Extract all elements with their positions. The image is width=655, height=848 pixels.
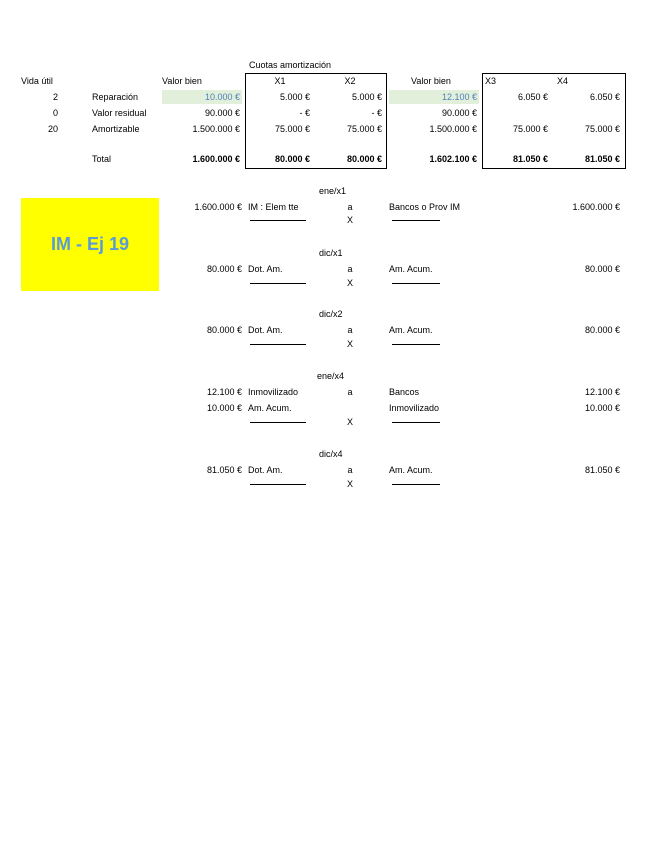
credit-account: Am. Acum. [389, 325, 433, 335]
separator-line [250, 344, 306, 345]
col-valor-bien-1: Valor bien [162, 76, 202, 86]
cell-valor-bien-1: 1.500.000 € [192, 124, 240, 134]
exercise-badge [21, 198, 159, 291]
credit-amount: 10.000 € [584, 403, 620, 413]
separator-x: X [346, 339, 353, 349]
credit-amount: 12.100 € [584, 387, 620, 397]
cell-x2: - € [371, 108, 382, 118]
col-vida-util: Vida útil [21, 76, 53, 86]
separator-line [392, 422, 440, 423]
separator-line [250, 283, 306, 284]
debit-account: Dot. Am. [248, 325, 283, 335]
a-connector: a [347, 202, 353, 212]
a-connector: a [347, 264, 353, 274]
cell-x1: 75.000 € [274, 124, 310, 134]
cell-x3: 75.000 € [512, 124, 548, 134]
cell-x1: - € [299, 108, 310, 118]
cell-valor-bien-2: 1.500.000 € [429, 124, 477, 134]
total-x2: 80.000 € [346, 154, 382, 164]
entry-date: ene/x1 [319, 186, 347, 196]
credit-account: Am. Acum. [389, 264, 433, 274]
cell-label: Valor residual [92, 108, 147, 118]
cell-valor-bien-2: 90.000 € [441, 108, 477, 118]
credit-account: Bancos [389, 387, 420, 397]
credit-amount: 1.600.000 € [572, 202, 620, 212]
cell-x1: 5.000 € [279, 92, 310, 102]
a-connector: a [347, 465, 353, 475]
total-label: Total [92, 154, 112, 164]
entry-date: dic/x4 [319, 449, 343, 459]
cell-x4: 75.000 € [584, 124, 620, 134]
debit-account: Dot. Am. [248, 264, 283, 274]
debit-amount: 81.050 € [206, 465, 242, 475]
debit-amount: 10.000 € [206, 403, 242, 413]
separator-line [250, 220, 306, 221]
cell-x3: 6.050 € [517, 92, 548, 102]
debit-account: IM : Elem tte [248, 202, 299, 212]
separator-x: X [346, 215, 353, 225]
col-x3: X3 [485, 76, 497, 86]
separator-line [250, 484, 306, 485]
col-x4: X4 [557, 76, 569, 86]
entry-date: dic/x1 [319, 248, 343, 258]
separator-line [392, 220, 440, 221]
exercise-badge-text: IM - Ej 19 [50, 234, 130, 254]
a-connector: a [347, 387, 353, 397]
col-x1: X1 [274, 76, 286, 86]
cell-valor-bien-1: 90.000 € [204, 108, 240, 118]
credit-account: Am. Acum. [389, 465, 433, 475]
debit-account: Am. Acum. [248, 403, 292, 413]
cell-vida: 0 [52, 108, 58, 118]
cell-x2: 75.000 € [346, 124, 382, 134]
separator-line [392, 344, 440, 345]
debit-account: Dot. Am. [248, 465, 283, 475]
total-x3: 81.050 € [512, 154, 548, 164]
cell-vida: 2 [52, 92, 58, 102]
col-x2: X2 [344, 76, 356, 86]
cell-valor-bien-2: 12.100 € [441, 92, 477, 102]
credit-amount: 81.050 € [584, 465, 620, 475]
debit-amount: 12.100 € [206, 387, 242, 397]
debit-amount: 1.600.000 € [194, 202, 242, 212]
credit-account: Bancos o Prov IM [389, 202, 461, 212]
separator-x: X [346, 479, 353, 489]
total-valor-bien-1: 1.600.000 € [192, 154, 240, 164]
separator-line [392, 283, 440, 284]
cell-x4: 6.050 € [589, 92, 620, 102]
cell-valor-bien-1: 10.000 € [204, 92, 240, 102]
cuotas-header: Cuotas amortización [249, 60, 332, 70]
cell-x2: 5.000 € [351, 92, 382, 102]
separator-line [250, 422, 306, 423]
separator-line [392, 484, 440, 485]
a-connector: a [347, 325, 353, 335]
separator-x: X [346, 417, 353, 427]
debit-amount: 80.000 € [206, 325, 242, 335]
debit-amount: 80.000 € [206, 264, 242, 274]
debit-account: Inmovilizado [248, 387, 299, 397]
col-valor-bien-2: Valor bien [411, 76, 451, 86]
credit-account: Inmovilizado [389, 403, 440, 413]
credit-amount: 80.000 € [584, 325, 620, 335]
total-x4: 81.050 € [584, 154, 620, 164]
cell-label: Amortizable [92, 124, 140, 134]
entry-date: dic/x2 [319, 309, 343, 319]
credit-amount: 80.000 € [584, 264, 620, 274]
cell-vida: 20 [47, 124, 58, 134]
total-valor-bien-2: 1.602.100 € [429, 154, 477, 164]
separator-x: X [346, 278, 353, 288]
cell-label: Reparación [92, 92, 139, 102]
entry-date: ene/x4 [317, 371, 345, 381]
total-x1: 80.000 € [274, 154, 310, 164]
